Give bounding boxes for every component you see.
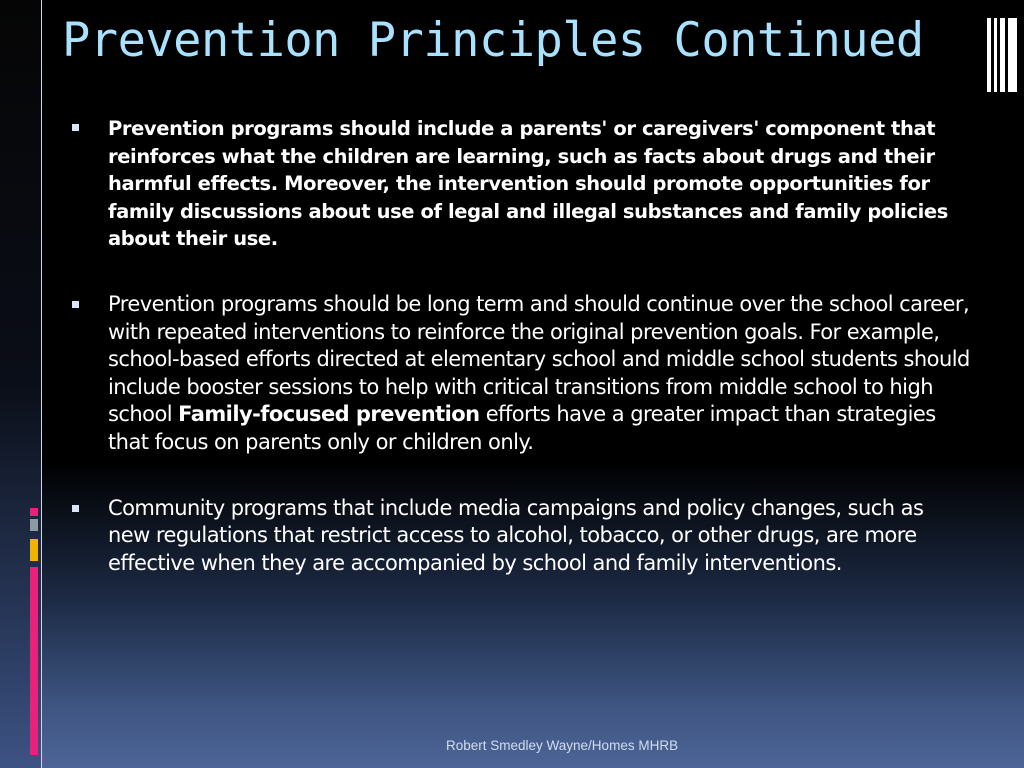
bullet-list	[70, 115, 970, 577]
accent-pink-square	[30, 508, 38, 516]
bullet-item-long-term	[70, 291, 970, 457]
slide-title: Prevention Principles Continued	[62, 13, 924, 68]
slide-footer: Robert Smedley Wayne/Homes MHRB	[446, 738, 679, 753]
square-bullet-icon	[72, 301, 79, 308]
bullet-text-after: efforts have a greater impact than strategies that focus on parents only or children only.	[108, 402, 936, 454]
accent-gold-bar	[30, 539, 38, 561]
bullet-item-community-programs	[70, 495, 970, 578]
bullet-item-parents-component	[70, 115, 970, 253]
accent-gray-square	[30, 519, 38, 531]
bullet-text: Community programs that include media campaigns and policy changes, such as new regulations that restrict access to alcohol, tobacco, or other drugs, are more effective when they are accompanied by school and family interventions.	[108, 495, 924, 575]
accent-pink-bar	[30, 567, 38, 755]
decorative-vertical-bars	[987, 18, 1017, 92]
square-bullet-icon	[72, 505, 79, 512]
bullet-text-before: Prevention programs should be long term and should continue over the school career, with repeated interventions to reinforce the original prevention goals. For example, school-based efforts directed at elementary school and middle school students should include booster sessions to help with critical transitions from middle school to high school	[108, 291, 970, 427]
bullet-emphasis: Family-focused prevention	[178, 402, 480, 427]
bullet-text: Prevention programs should include a parents' or caregivers' component that reinforces what the children are learning, such as facts about drugs and their harmful effects. Moreover, the intervention should promote opportunities for family discussions about use of legal and illegal substances and family policies about their use.	[108, 117, 948, 251]
square-bullet-icon	[72, 124, 79, 131]
